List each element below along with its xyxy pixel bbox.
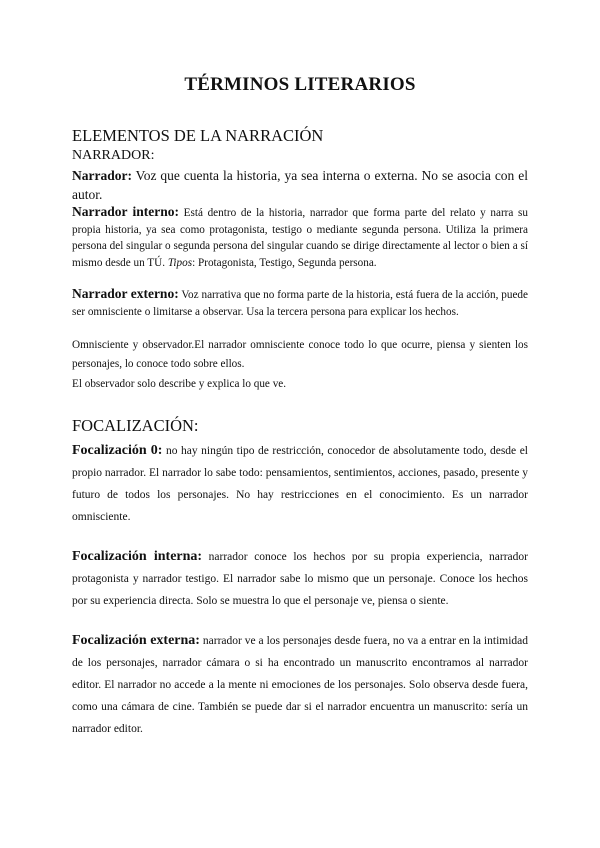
text-focalizacion-interna: narrador conoce los hechos por su propia experiencia, narrador protagonista y narrador testigo. El narrador sabe lo mismo que un personaje. Conoce los hechos por su experiencia directa. Solo se muestra lo que el personaje ve, piensa o siente.	[72, 551, 528, 607]
paragraph-focalizacion-externa	[72, 630, 528, 740]
subheading-narrador: NARRADOR:	[72, 148, 155, 163]
term-focalizacion-externa: Focalización externa:	[72, 633, 200, 648]
term-narrador: Narrador:	[72, 168, 132, 183]
paragraph-narrador	[72, 166, 528, 204]
term-narrador-externo: Narrador externo:	[72, 286, 179, 301]
term-focalizacion-0: Focalización 0:	[72, 443, 163, 458]
paragraph-narrador-externo	[72, 286, 528, 320]
term-narrador-interno: Narrador interno:	[72, 204, 179, 219]
text-focalizacion-externa: narrador ve a los personajes desde fuera, no va a entrar en la intimidad de los personajes, narrador cámara o si ha encontrado un manuscrito encontramos al narrador editor. El narrador no accede a la mente ni emociones de los personajes. Solo observa desde fuera, como una cámara de cine. También se puede dar si el narrador encuentra un manuscrito: sería un narrador editor.	[72, 635, 529, 735]
section-heading-focalizacion: FOCALIZACIÓN:	[72, 416, 199, 435]
paragraph-focalizacion-0	[72, 440, 528, 528]
paragraph-observador: El observador solo describe y explica lo que ve.	[72, 378, 287, 390]
page-title: TÉRMINOS LITERARIOS	[184, 74, 416, 95]
tipos-text: : Protagonista, Testigo, Segunda persona.	[192, 256, 377, 269]
paragraph-focalizacion-interna	[72, 546, 528, 612]
paragraph-omnisciente: Omnisciente y observador.El narrador omnisciente conoce todo lo que ocurre, piensa y sienten los personajes, lo conoce todo sobre ellos.	[72, 339, 528, 370]
tipos-label: Tipos	[167, 256, 193, 269]
text-focalizacion-0: no hay ningún tipo de restricción, conocedor de absolutamente todo, desde el propio narrador. El narrador lo sabe todo: pensamientos, sentimientos, acciones, pasado, presente y futuro de todos los personajes. No hay restricciones en el conocimiento. Es un narrador omnisciente.	[72, 445, 528, 523]
term-focalizacion-interna: Focalización interna:	[72, 549, 203, 564]
text-narrador: Voz que cuenta la historia, ya sea interna o externa. No se asocia con el autor.	[72, 168, 528, 202]
paragraph-narrador-interno	[72, 204, 528, 271]
text-narrador-externo: Voz narrativa que no forma parte de la historia, está fuera de la acción, puede ser omnisciente o limitarse a observar. Usa la tercera persona para explicar los hechos.	[72, 289, 528, 318]
text-narrador-interno: Está dentro de la historia, narrador que forma parte del relato y narra su propia historia, ya sea como protagonista, testigo o mediante segunda persona. Utiliza la primera persona del singular o segunda persona del singular cuando se dirige directamente al lector o bien a sí mismo desde un TÚ.	[72, 207, 528, 269]
section-heading-elementos: ELEMENTOS DE LA NARRACIÓN	[72, 126, 324, 145]
